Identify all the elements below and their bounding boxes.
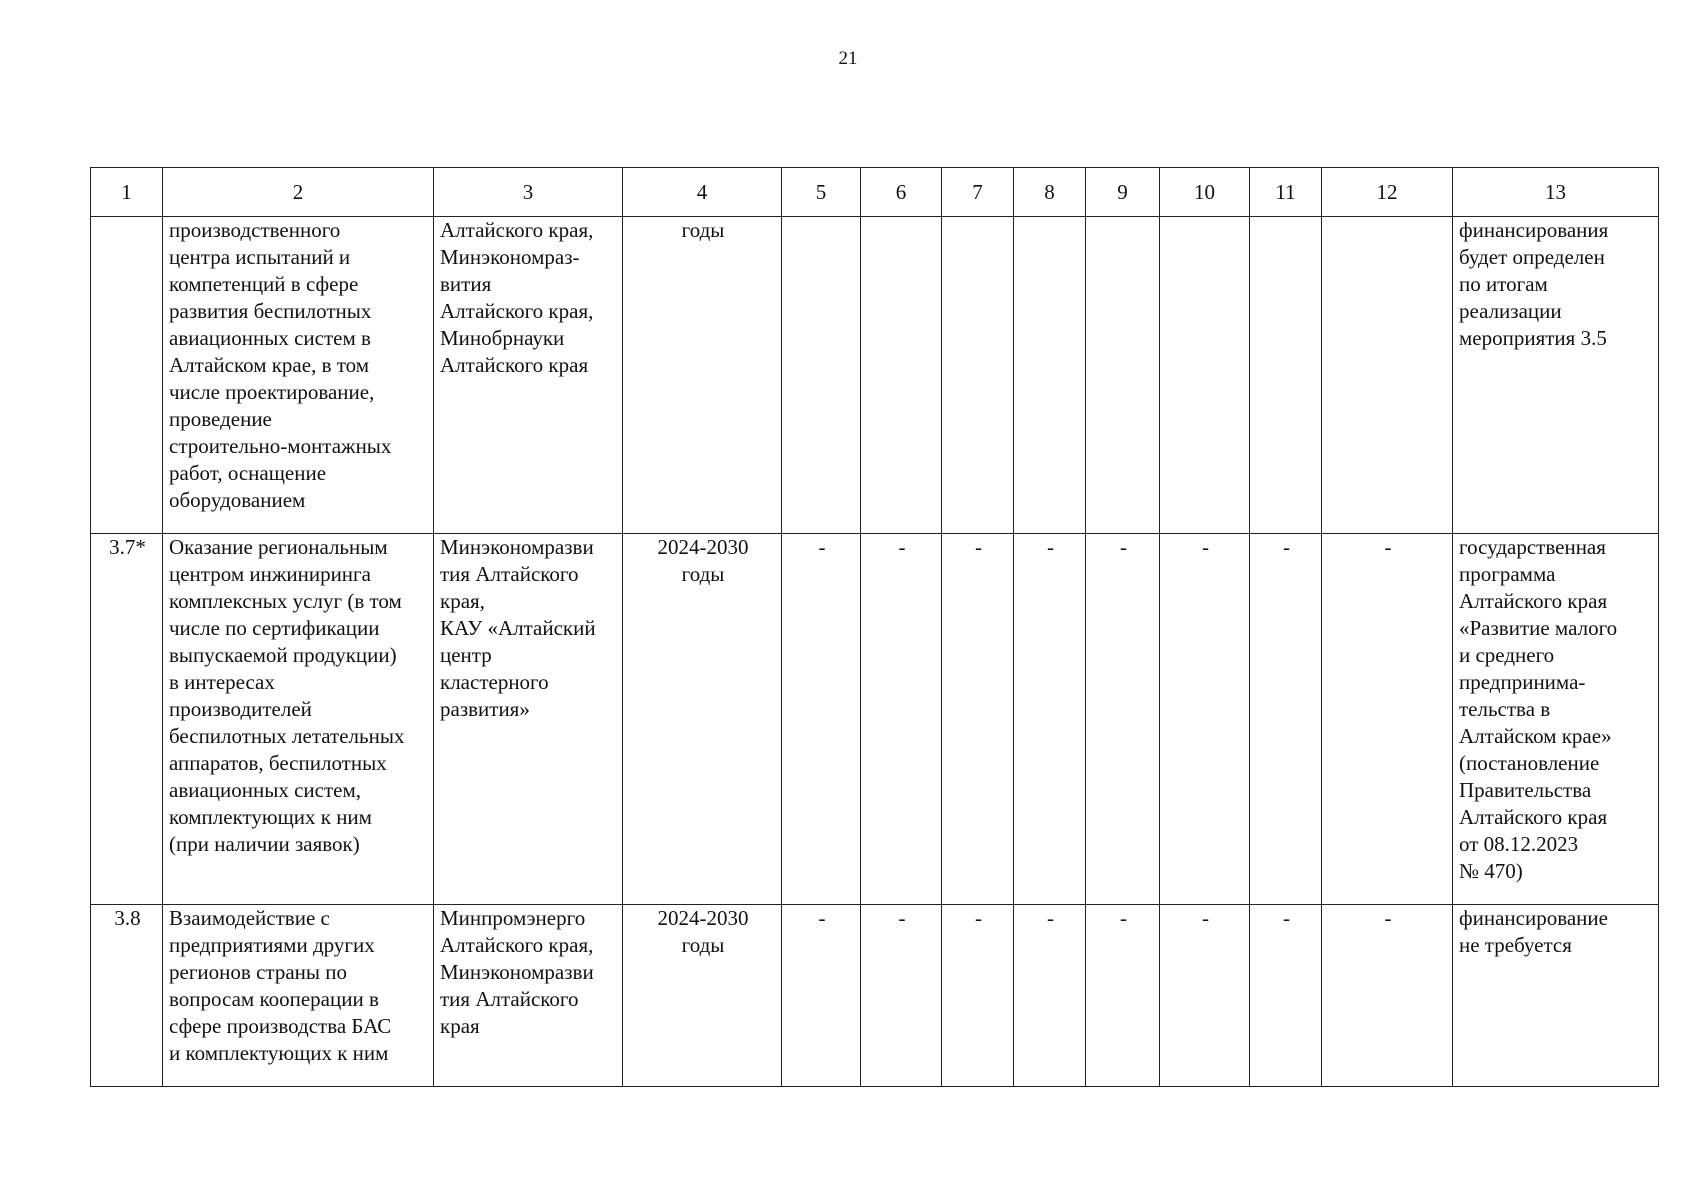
funding-note: финансирования будет определен по итогам реализации мероприятия 3.5 (1453, 217, 1659, 534)
funding-note: финансирование не требуется (1453, 905, 1659, 1087)
item-number: 3.8 (91, 905, 163, 1087)
column-header: 9 (1086, 168, 1160, 217)
item-number: 3.7* (91, 534, 163, 905)
activity-name: Взаимодействие с предприятиями других регионов страны по вопросам кооперации в сфере производства БАС и комплектующих к ним (163, 905, 434, 1087)
value-cell: - (782, 905, 861, 1087)
header-row (91, 168, 1659, 217)
executors: Минпромэнерго Алтайского края, Минэкономразви тия Алтайского края (434, 905, 623, 1087)
value-cell: - (1250, 905, 1322, 1087)
value-cell: - (1250, 534, 1322, 905)
value-cell: - (1086, 905, 1160, 1087)
implementation-years: 2024-2030 годы (623, 534, 782, 905)
column-header: 3 (434, 168, 623, 217)
value-cell: - (1160, 905, 1250, 1087)
column-header: 7 (942, 168, 1014, 217)
column-header: 5 (782, 168, 861, 217)
value-cell: - (1086, 534, 1160, 905)
activity-name: Оказание региональным центром инжиниринга комплексных услуг (в том числе по сертификации выпускаемой продукции) в интересах производителей беспилотных летательных аппаратов, беспилотных авиационных систем, комплектующих к ним (при наличии заявок) (163, 534, 434, 905)
column-header: 4 (623, 168, 782, 217)
implementation-years: годы (623, 217, 782, 534)
column-header: 13 (1453, 168, 1659, 217)
table-row (91, 217, 1659, 534)
column-header: 12 (1322, 168, 1453, 217)
value-cell: - (942, 905, 1014, 1087)
column-header: 8 (1014, 168, 1086, 217)
value-cell: - (782, 534, 861, 905)
value-cell: - (1322, 905, 1453, 1087)
item-number (91, 217, 163, 534)
value-cell: - (861, 534, 942, 905)
value-cell: - (1014, 905, 1086, 1087)
value-cell (782, 217, 861, 534)
value-cell (942, 217, 1014, 534)
value-cell (1250, 217, 1322, 534)
page-number: 21 (838, 48, 858, 69)
value-cell (1322, 217, 1453, 534)
table-row (91, 905, 1659, 1087)
column-header: 6 (861, 168, 942, 217)
activities-table (90, 167, 1659, 1087)
value-cell: - (861, 905, 942, 1087)
column-header: 2 (163, 168, 434, 217)
column-header: 11 (1250, 168, 1322, 217)
activity-name: производственного центра испытаний и компетенций в сфере развития беспилотных авиационных систем в Алтайском крае, в том числе проектирование, проведение строительно-монтажных работ, оснащение оборудованием (163, 217, 434, 534)
value-cell (1014, 217, 1086, 534)
value-cell (861, 217, 942, 534)
column-header: 10 (1160, 168, 1250, 217)
executors: Минэкономразви тия Алтайского края, КАУ «Алтайский центр кластерного развития» (434, 534, 623, 905)
value-cell: - (1322, 534, 1453, 905)
column-header: 1 (91, 168, 163, 217)
value-cell: - (942, 534, 1014, 905)
funding-note: государственная программа Алтайского края «Развитие малого и среднего предпринима- тельства в Алтайском крае» (постановление Правительства Алтайского края от 08.12.2023 № 470) (1453, 534, 1659, 905)
value-cell: - (1160, 534, 1250, 905)
implementation-years: 2024-2030 годы (623, 905, 782, 1087)
executors: Алтайского края, Минэкономраз- вития Алтайского края, Минобрнауки Алтайского края (434, 217, 623, 534)
value-cell: - (1014, 534, 1086, 905)
table-row (91, 534, 1659, 905)
value-cell (1086, 217, 1160, 534)
value-cell (1160, 217, 1250, 534)
